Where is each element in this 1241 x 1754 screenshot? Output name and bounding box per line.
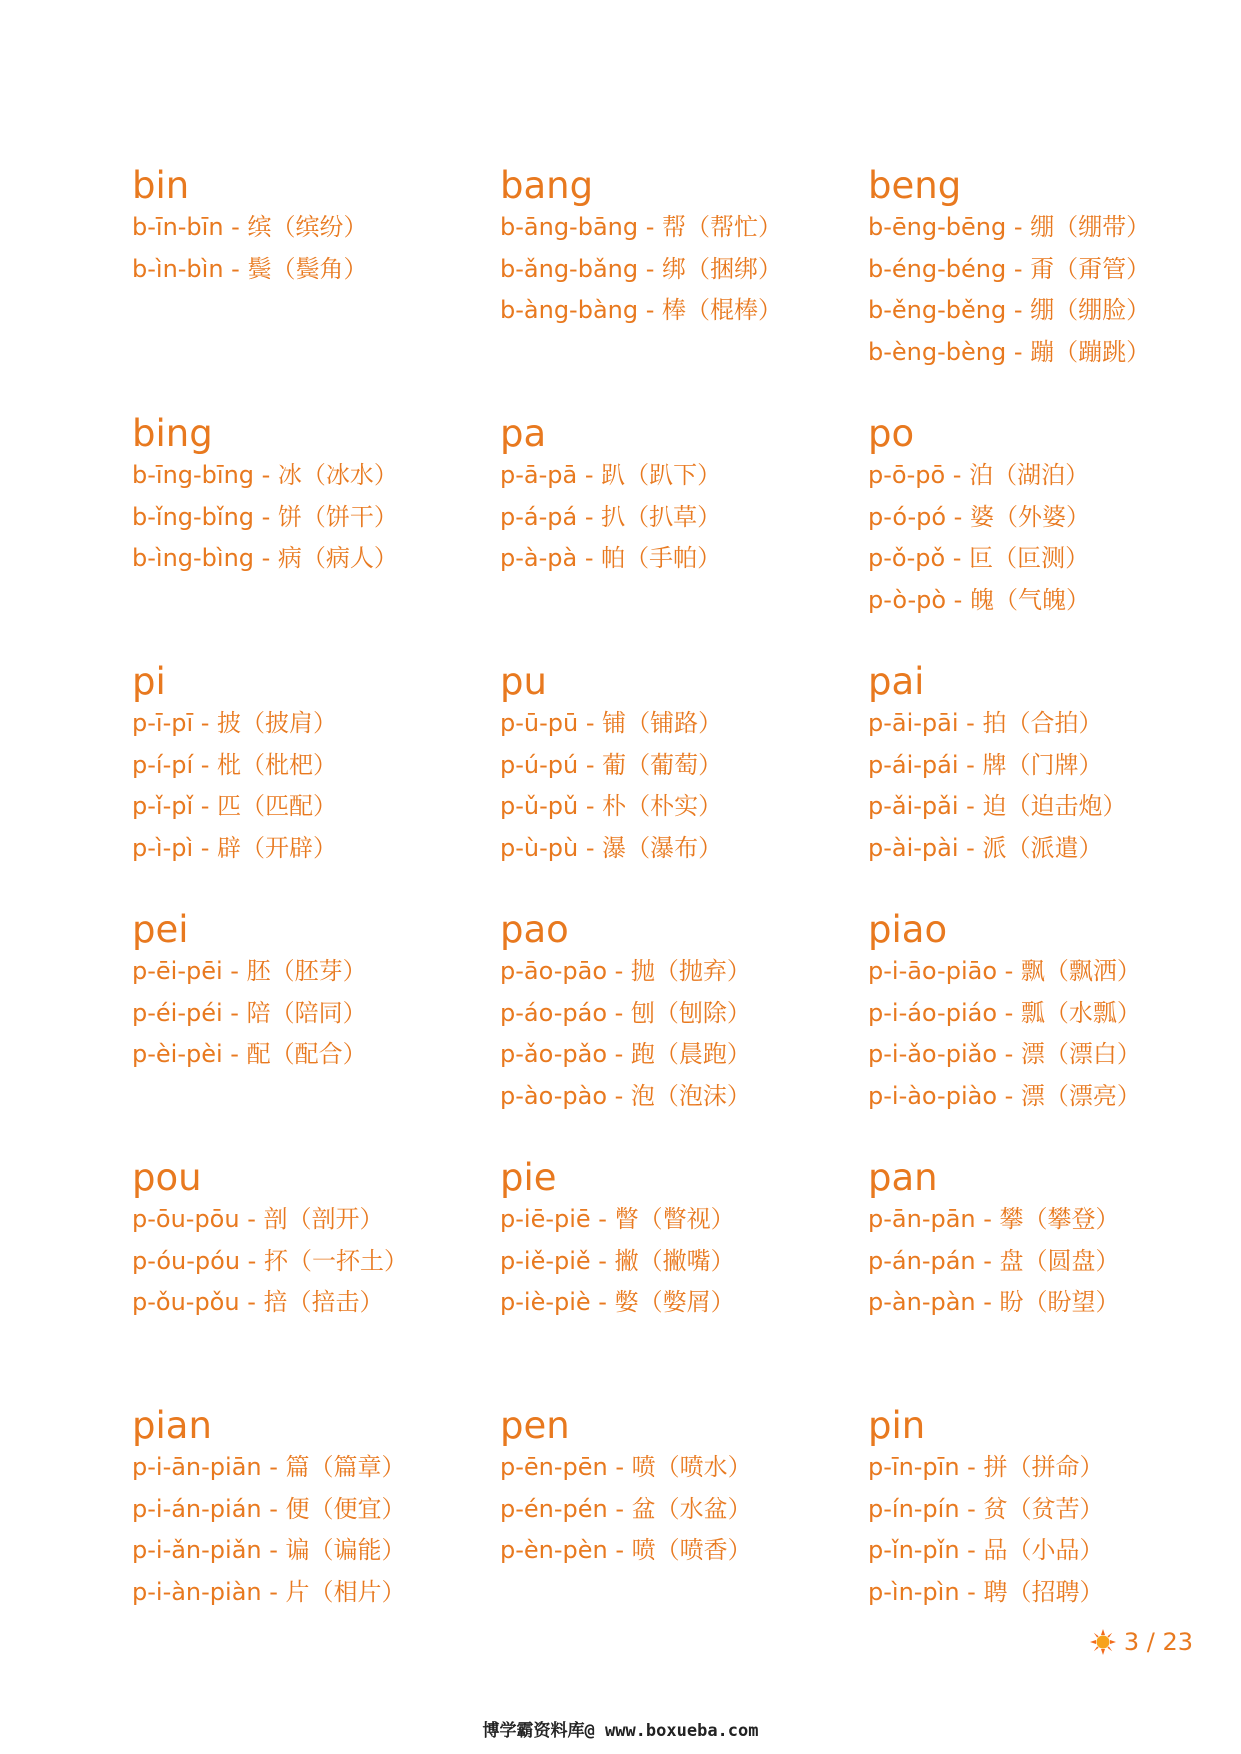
spelling-line: b-èng-bèng - 蹦（蹦跳） bbox=[868, 337, 1151, 366]
spelling-line: p-á-pá - 扒（扒草） bbox=[500, 502, 722, 531]
spelling-line: p-ó-pó - 婆（外婆） bbox=[868, 502, 1090, 531]
syllable-block-pou bbox=[132, 1157, 500, 1405]
spelling-line: b-àng-bàng - 棒（棍棒） bbox=[500, 296, 783, 324]
spelling-line: p-ào-pào - 泡（泡沫） bbox=[500, 1081, 751, 1110]
syllable-heading: pi bbox=[132, 660, 166, 703]
spelling-line: p-èi-pèi - 配（配合） bbox=[132, 1040, 367, 1068]
spelling-line: p-ū-pū - 铺（铺路） bbox=[500, 709, 723, 737]
spelling-line: b-ǎng-bǎng - 绑（捆绑） bbox=[500, 254, 783, 283]
syllable-heading: pie bbox=[500, 1156, 557, 1199]
syllable-heading: pou bbox=[132, 1156, 202, 1199]
syllable-block-bing bbox=[132, 413, 500, 661]
spelling-line: p-ān-pān - 攀（攀登） bbox=[868, 1205, 1120, 1233]
spelling-line: p-ēi-pēi - 胚（胚芽） bbox=[132, 957, 367, 985]
spelling-line: p-āo-pāo - 抛（抛弃） bbox=[500, 957, 751, 985]
syllable-block-pie bbox=[500, 1157, 868, 1405]
spelling-line: b-īng-bīng - 冰（冰水） bbox=[132, 461, 398, 489]
spelling-line: p-àn-pàn - 盼（盼望） bbox=[868, 1288, 1120, 1316]
syllable-heading: pai bbox=[868, 660, 925, 703]
spelling-line: b-ěng-běng - 绷（绷脸） bbox=[868, 296, 1151, 324]
syllable-block-pian bbox=[132, 1405, 500, 1653]
spelling-line: p-éi-péi - 陪（陪同） bbox=[132, 998, 367, 1027]
syllable-block-pin bbox=[868, 1405, 1212, 1653]
spelling-line: p-i-ǎn-piǎn - 谝（谝能） bbox=[132, 1536, 406, 1564]
spelling-line: b-āng-bāng - 帮（帮忙） bbox=[500, 213, 783, 241]
spelling-line: p-i-ào-piào - 漂（漂亮） bbox=[868, 1081, 1141, 1110]
spelling-line: p-ú-pú - 葡（葡萄） bbox=[500, 750, 723, 779]
spelling-line: p-iě-piě - 撇（撇嘴） bbox=[500, 1246, 735, 1275]
spelling-line: p-ài-pài - 派（派遣） bbox=[868, 833, 1103, 862]
syllable-heading: pen bbox=[500, 1404, 570, 1447]
syllable-heading: po bbox=[868, 412, 915, 455]
spelling-line: p-ā-pā - 趴（趴下） bbox=[500, 461, 722, 489]
spelling-line: p-ǔ-pǔ - 朴（朴实） bbox=[500, 792, 723, 820]
spelling-line: p-ī-pī - 披（披肩） bbox=[132, 709, 338, 737]
spelling-line: p-án-pán - 盘（圆盘） bbox=[868, 1246, 1120, 1275]
syllable-heading: pei bbox=[132, 908, 189, 951]
syllable-block-pei bbox=[132, 909, 500, 1157]
spelling-line: p-ōu-pōu - 剖（剖开） bbox=[132, 1205, 384, 1233]
syllable-heading: bing bbox=[132, 412, 213, 455]
pinyin-grid bbox=[132, 165, 1212, 1653]
spelling-line: p-ǒ-pǒ - 叵（叵测） bbox=[868, 544, 1090, 572]
syllable-block-beng bbox=[868, 165, 1212, 413]
spelling-line: p-ēn-pēn - 喷（喷水） bbox=[500, 1453, 752, 1481]
syllable-block-piao bbox=[868, 909, 1212, 1157]
syllable-heading: piao bbox=[868, 908, 948, 951]
spelling-line: p-ù-pù - 瀑（瀑布） bbox=[500, 833, 723, 862]
syllable-heading: pan bbox=[868, 1156, 938, 1199]
spelling-line: p-ǎo-pǎo - 跑（晨跑） bbox=[500, 1040, 751, 1068]
syllable-heading: pian bbox=[132, 1404, 212, 1447]
spelling-line: p-iē-piē - 瞥（瞥视） bbox=[500, 1205, 735, 1233]
sun-icon bbox=[1090, 1629, 1116, 1655]
syllable-heading: pu bbox=[500, 660, 547, 703]
syllable-heading: pin bbox=[868, 1404, 926, 1447]
syllable-heading: beng bbox=[868, 164, 962, 207]
spelling-line: p-i-ǎo-piǎo - 漂（漂白） bbox=[868, 1040, 1141, 1068]
spelling-line: b-ēng-bēng - 绷（绷带） bbox=[868, 213, 1151, 241]
spelling-line: p-i-āo-piāo - 飘（飘洒） bbox=[868, 957, 1141, 985]
syllable-block-pi bbox=[132, 661, 500, 909]
spelling-line: b-ǐng-bǐng - 饼（饼干） bbox=[132, 502, 398, 531]
site-watermark: 博学霸资料库@ www.boxueba.com bbox=[482, 1721, 759, 1741]
syllable-block-pao bbox=[500, 909, 868, 1157]
syllable-block-bang bbox=[500, 165, 868, 413]
spelling-line: p-i-áo-piáo - 瓢（水瓢） bbox=[868, 998, 1141, 1027]
spelling-line: p-iè-piè - 嫳（嫳屑） bbox=[500, 1288, 735, 1316]
spelling-line: p-ái-pái - 牌（门牌） bbox=[868, 750, 1103, 779]
spelling-line: p-ìn-pìn - 聘（招聘） bbox=[868, 1577, 1104, 1606]
spelling-line: p-ǐn-pǐn - 品（小品） bbox=[868, 1536, 1104, 1564]
spelling-line: p-ín-pín - 贫（贫苦） bbox=[868, 1494, 1104, 1523]
spelling-line: p-i-àn-piàn - 片（相片） bbox=[132, 1577, 406, 1606]
syllable-block-pen bbox=[500, 1405, 868, 1653]
spelling-line: p-óu-póu - 抔（一抔土） bbox=[132, 1246, 408, 1275]
page-indicator bbox=[1090, 1628, 1193, 1656]
syllable-block-po bbox=[868, 413, 1212, 661]
spelling-line: b-īn-bīn - 缤（缤纷） bbox=[132, 213, 368, 241]
syllable-heading: pao bbox=[500, 908, 569, 951]
spelling-line: p-ǐ-pǐ - 匹（匹配） bbox=[132, 792, 338, 820]
spelling-line: p-i-án-pián - 便（便宜） bbox=[132, 1494, 406, 1523]
spelling-line: p-āi-pāi - 拍（合拍） bbox=[868, 709, 1103, 737]
spelling-line: p-ì-pì - 辟（开辟） bbox=[132, 833, 338, 862]
syllable-block-pa bbox=[500, 413, 868, 661]
syllable-block-pan bbox=[868, 1157, 1212, 1405]
spelling-line: b-éng-béng - 甭（甭管） bbox=[868, 254, 1151, 283]
spelling-line: p-í-pí - 枇（枇杷） bbox=[132, 750, 338, 779]
spelling-line: p-ǒu-pǒu - 掊（掊击） bbox=[132, 1288, 384, 1316]
spelling-line: p-à-pà - 帕（手帕） bbox=[500, 544, 722, 572]
spelling-line: p-i-ān-piān - 篇（篇章） bbox=[132, 1453, 406, 1481]
syllable-block-pu bbox=[500, 661, 868, 909]
syllable-block-bin bbox=[132, 165, 500, 413]
spelling-line: p-áo-páo - 刨（刨除） bbox=[500, 998, 751, 1027]
spelling-line: p-īn-pīn - 拼（拼命） bbox=[868, 1453, 1104, 1481]
spelling-line: p-ō-pō - 泊（湖泊） bbox=[868, 461, 1090, 489]
spelling-line: p-én-pén - 盆（水盆） bbox=[500, 1494, 752, 1523]
page-number: 3 / 23 bbox=[1123, 1628, 1193, 1656]
syllable-heading: bang bbox=[500, 164, 594, 207]
syllable-heading: bin bbox=[132, 164, 190, 207]
spelling-line: b-ìn-bìn - 鬓（鬓角） bbox=[132, 254, 368, 283]
spelling-line: b-ìng-bìng - 病（病人） bbox=[132, 544, 398, 572]
spelling-line: p-ǎi-pǎi - 迫（迫击炮） bbox=[868, 792, 1127, 820]
spelling-line: p-ò-pò - 魄（气魄） bbox=[868, 585, 1090, 614]
syllable-block-pai bbox=[868, 661, 1212, 909]
spelling-line: p-èn-pèn - 喷（喷香） bbox=[500, 1536, 752, 1564]
syllable-heading: pa bbox=[500, 412, 547, 455]
